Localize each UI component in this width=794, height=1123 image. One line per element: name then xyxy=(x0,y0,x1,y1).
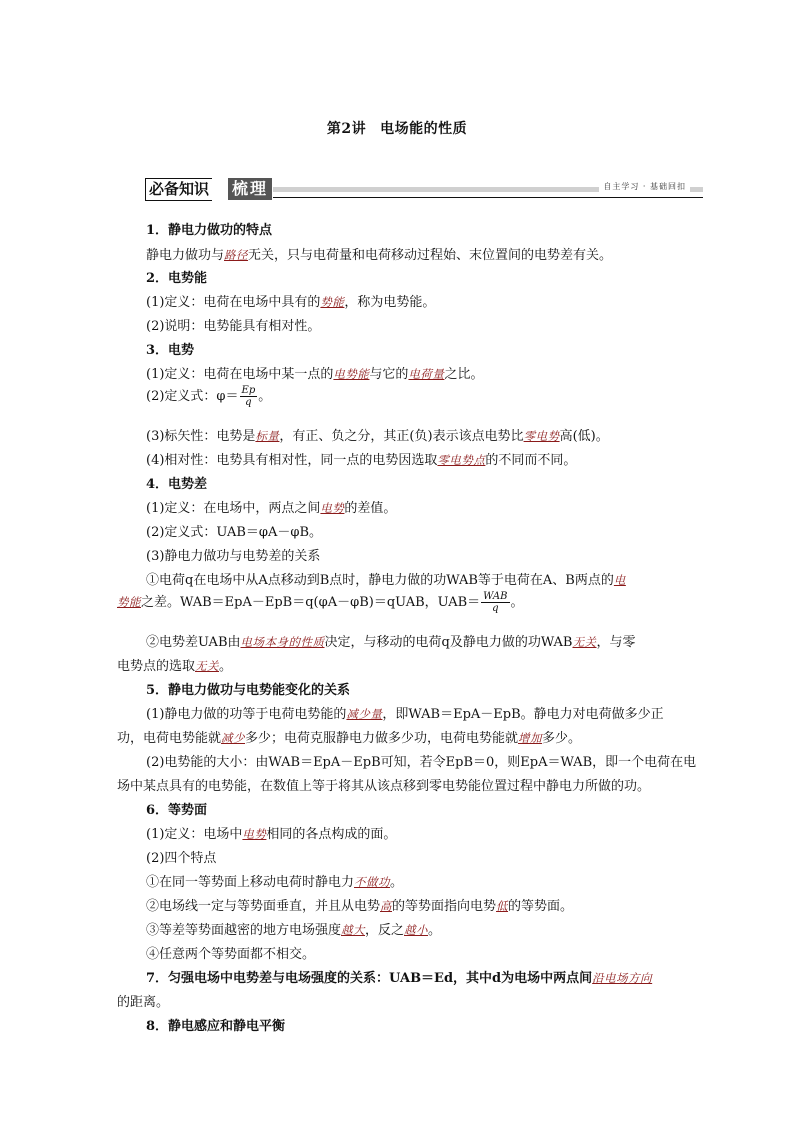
paragraph: 功，电荷电势能就减少多少；电荷克服静电力做多少功，电荷电势能就增加多少。 xyxy=(117,731,582,746)
paragraph: (2)电势能的大小：由WAB＝EpA－EpB可知，若令EpB＝0，则EpA＝WAB，即一个电荷在电 xyxy=(146,755,697,770)
answer-blank: 减少 xyxy=(221,731,246,745)
paragraph: (1)定义：电荷在电场中某一点的电势能与它的电荷量之比。 xyxy=(146,367,484,382)
paragraph: (3)静电力做功与电势差的关系 xyxy=(146,549,321,564)
paragraph: ①在同一等势面上移动电荷时静电力不做功。 xyxy=(146,875,404,890)
section-heading: 6．等势面 xyxy=(146,803,208,818)
paragraph: (4)相对性：电势具有相对性，同一点的电势因选取零电势点的不同而不同。 xyxy=(146,453,577,468)
answer-blank: 低 xyxy=(496,899,509,913)
paragraph: (1)定义：电场中电势相同的各点构成的面。 xyxy=(146,827,397,842)
answer-blank: 不做功 xyxy=(354,875,391,889)
paragraph: ③等差等势面越密的地方电场强度越大，反之越小。 xyxy=(146,923,442,938)
answer-blank: 势能 xyxy=(117,595,141,609)
answer-blank: 电势能 xyxy=(333,367,370,381)
answer-blank: 增加 xyxy=(518,731,543,745)
answer-blank: 电势 xyxy=(242,827,267,841)
answer-blank: 无关 xyxy=(195,659,220,673)
paragraph: ①电荷q在电场中从A点移动到B点时，静电力做的功WAB等于电荷在A、B两点的电 xyxy=(146,573,626,588)
paragraph: (1)定义：电荷在电场中具有的势能，称为电势能。 xyxy=(146,295,436,310)
paragraph: 的距离。 xyxy=(117,995,170,1010)
section-heading: 4．电势差 xyxy=(146,477,208,492)
paragraph: ②电场线一定与等势面垂直，并且从电势高的等势面指向电势低的等势面。 xyxy=(146,899,574,914)
paragraph: (2)定义式：UAB＝φA－φB。 xyxy=(146,525,323,540)
section-heading: 3．电势 xyxy=(146,343,195,358)
answer-blank: 零电势 xyxy=(523,429,560,443)
paragraph: 电势点的选取无关。 xyxy=(117,659,233,674)
answer-blank: 减少量 xyxy=(346,707,383,721)
section-heading: 5．静电力做功与电势能变化的关系 xyxy=(146,683,351,698)
answer-blank: 势能 xyxy=(320,295,345,309)
formula-line: (2)定义式：φ＝ $\frac{Ep}{q}$ 。 xyxy=(146,385,272,408)
answer-blank: 越小 xyxy=(404,923,429,937)
fraction: $\frac{Ep}{q}$ xyxy=(241,385,256,408)
paragraph: 场中某点具有的电势能，在数值上等于将其从该点移到零电势能位置过程中静电力所做的功。 xyxy=(117,779,651,794)
paragraph: (2)四个特点 xyxy=(146,851,217,866)
answer-blank: 高 xyxy=(380,899,393,913)
paragraph: (1)定义：在电场中，两点之间电势的差值。 xyxy=(146,501,397,516)
answer-blank: 标量 xyxy=(255,429,280,443)
section-heading: 8．静电感应和静电平衡 xyxy=(146,1019,286,1034)
lecture-title: 电场能的性质 xyxy=(380,121,468,137)
banner-label: 必备知识 xyxy=(145,178,212,201)
answer-blank: 无关 xyxy=(572,635,597,649)
paragraph: 静电力做功与路径无关，只与电荷量和电荷移动过程始、末位置间的电势差有关。 xyxy=(146,248,613,263)
page-title xyxy=(0,118,794,138)
answer-blank: 越大 xyxy=(341,923,366,937)
paragraph: (3)标矢性：电势是标量，有正、负之分，其正(负)表示该点电势比零电势高(低)。 xyxy=(146,429,609,444)
answer-blank: 电 xyxy=(613,573,626,587)
banner-tag: 自主学习 · 基础回扣 xyxy=(599,181,690,192)
paragraph: ④任意两个等势面都不相交。 xyxy=(146,947,316,962)
answer-blank: 电势 xyxy=(320,501,345,515)
fraction: $\frac{\text{WAB}}{q}$ xyxy=(483,591,508,614)
answer-blank: 零电势点 xyxy=(437,453,486,467)
answer-blank: 路径 xyxy=(224,248,249,262)
section-banner xyxy=(145,178,700,200)
paragraph: ②电势差UAB由电场本身的性质决定，与移动的电荷q及静电力做的功WAB无关，与零 xyxy=(146,635,636,650)
formula-line: 势能之差。WAB＝EpA－EpB＝q(φA－φB)＝qUAB，UAB＝ $\frac{\text{WAB}}{q}$ 。 xyxy=(117,591,524,614)
paragraph: (2)说明：电势能具有相对性。 xyxy=(146,319,321,334)
answer-blank: 电场本身的性质 xyxy=(240,635,325,649)
answer-blank: 沿电场方向 xyxy=(592,971,653,985)
answer-blank: 电荷量 xyxy=(408,367,445,381)
section-heading: 1．静电力做功的特点 xyxy=(146,223,273,238)
lecture-number: 第2讲 xyxy=(326,121,367,137)
banner-label-highlight: 梳理 xyxy=(228,178,272,200)
section-heading: 2．电势能 xyxy=(146,271,208,286)
paragraph: (1)静电力做的功等于电荷电势能的减少量，即WAB＝EpA－EpB。静电力对电荷做多少正 xyxy=(146,707,664,722)
paragraph: 7．匀强电场中电势差与电场强度的关系：UAB＝Ed，其中d为电场中两点间沿电场方向 xyxy=(146,971,653,986)
banner-rule xyxy=(273,197,703,198)
